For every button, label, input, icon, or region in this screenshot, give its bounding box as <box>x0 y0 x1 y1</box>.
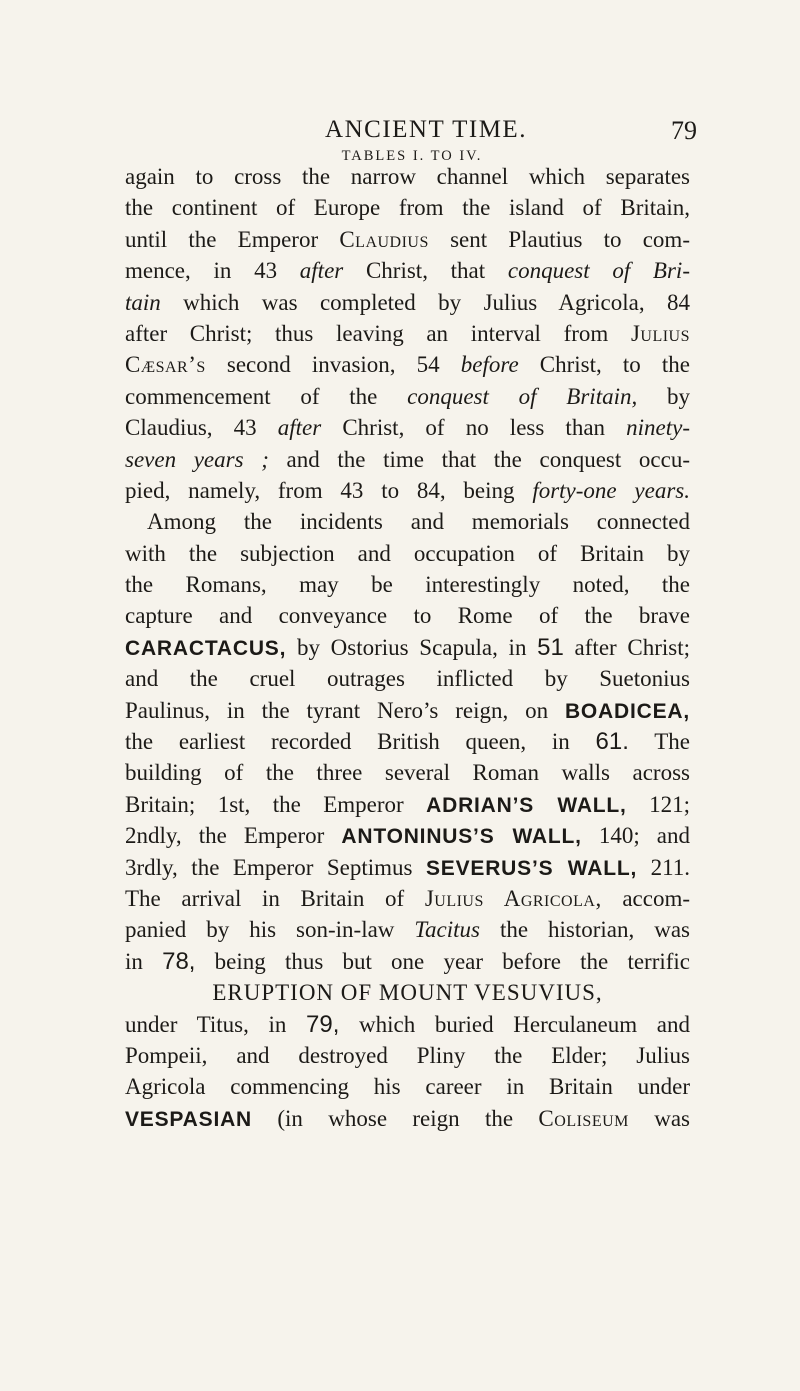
year-78: 78, <box>162 947 196 975</box>
name-julius-agricola: Julius Agricola, <box>424 885 602 911</box>
italic-term: seven years ; <box>125 446 269 472</box>
text-run: 3rdly, the Emperor Septimus <box>125 854 426 880</box>
name-vespasian: VESPASIAN <box>125 1107 253 1131</box>
italic-term: ninety- <box>626 415 690 441</box>
text-run: Christ, of no less than <box>321 415 627 441</box>
italic-term: conquest of Britain, <box>407 383 638 409</box>
text-line <box>125 318 690 349</box>
text-run: by Ostorius Scapula, in <box>286 634 538 660</box>
italic-term: after <box>277 415 322 441</box>
section-subhead: TABLES I. TO IV. <box>341 148 483 164</box>
text-line <box>125 224 690 255</box>
name-boadicea: BOADICEA, <box>564 699 690 723</box>
text-run: which buried Herculaneum and <box>339 1011 690 1037</box>
name-antoninus-wall: ANTONINUS’S WALL, <box>341 825 582 849</box>
text-run: the continent of Europe from the island of Britain, <box>125 195 690 221</box>
text-line <box>125 506 690 537</box>
text-run: building of the three several Roman walls across <box>125 760 690 786</box>
text-line <box>125 852 690 883</box>
text-line <box>125 789 690 820</box>
name-tacitus: Tacitus <box>414 917 480 943</box>
text-run: Pompeii, and destroyed Pliny the Elder; Julius <box>125 1042 690 1068</box>
text-line <box>125 192 690 223</box>
text-run: Among the incidents and memorials connected <box>147 509 690 535</box>
name-adrians-wall: ADRIAN’S WALL, <box>426 793 627 817</box>
text-run: 140; and <box>581 823 690 849</box>
text-line <box>125 820 690 851</box>
text-run: 2ndly, the Emperor <box>125 823 342 849</box>
text-line <box>125 475 690 506</box>
text-line <box>125 287 690 318</box>
text-run: sent Plautius to com- <box>428 226 690 252</box>
text-run: accom- <box>601 885 690 911</box>
text-run: Christ, to the <box>518 352 690 378</box>
text-run: 211. <box>637 854 690 880</box>
text-run: which was completed by Julius Agricola, 84 <box>160 289 690 315</box>
text-run: after Christ; <box>563 634 691 660</box>
text-line <box>125 695 690 726</box>
text-run: being thus but one year before the terrific <box>195 948 691 974</box>
text-run: and the cruel outrages inflicted by Suetonius <box>125 666 690 692</box>
name-coliseum: Coliseum <box>538 1105 629 1131</box>
text-line <box>125 726 690 757</box>
text-run: The <box>628 729 690 755</box>
name-caesar: Cæsar’s <box>125 352 206 378</box>
eruption-heading: ERUPTION OF MOUNT VESUVIUS, <box>212 980 603 1006</box>
year-61: 61. <box>595 728 629 756</box>
year-79: 79, <box>306 1010 340 1038</box>
text-run: the Romans, may be interestingly noted, the <box>125 572 690 598</box>
text-run: capture and conveyance to Rome of the brave <box>125 603 690 629</box>
italic-term: tain <box>125 289 161 315</box>
text-run: (in whose reign the <box>252 1105 539 1131</box>
text-line <box>125 946 690 977</box>
text-line <box>125 349 690 380</box>
text-line <box>125 412 690 443</box>
text-run: The arrival in Britain of <box>125 885 425 911</box>
text-line <box>125 600 690 631</box>
text-line <box>125 977 690 1008</box>
text-run: by <box>637 383 690 409</box>
name-claudius: Claudius <box>339 226 429 252</box>
text-run: Claudius, 43 <box>125 415 278 441</box>
italic-term: forty-one years. <box>532 477 690 503</box>
text-run: and the time that the conquest occu- <box>268 446 690 472</box>
text-line <box>125 569 690 600</box>
text-run: was <box>628 1105 690 1131</box>
text-run: again to cross the narrow channel which separates <box>125 164 690 189</box>
text-line <box>125 883 690 914</box>
text-run: mence, in 43 <box>125 258 300 284</box>
text-run: the historian, was <box>480 917 690 943</box>
year-51: 51 <box>537 633 564 661</box>
page-number: 79 <box>671 116 697 145</box>
text-run: Agricola commencing his career in Britain under <box>125 1074 690 1100</box>
italic-term: conquest of Bri- <box>507 258 690 284</box>
italic-term: before <box>460 352 519 378</box>
text-line <box>125 914 690 945</box>
text-line <box>125 757 690 788</box>
text-run: Britain; 1st, the Emperor <box>125 791 427 817</box>
text-line <box>125 255 690 286</box>
text-run: panied by his son-in-law <box>125 917 415 943</box>
text-run: until the Emperor <box>125 226 340 252</box>
name-severus-wall: SEVERUS’S WALL, <box>425 856 638 880</box>
text-run: pied, namely, from 43 to 84, being <box>125 477 533 503</box>
text-run: commencement of the <box>125 383 408 409</box>
italic-term: after <box>299 258 344 284</box>
text-line <box>125 161 690 192</box>
text-run: Paulinus, in the tyrant Nero’s reign, on <box>125 697 565 723</box>
text-run: second invasion, 54 <box>205 352 461 378</box>
text-run: in <box>125 948 163 974</box>
text-run: with the subjection and occupation of Britain by <box>125 540 690 566</box>
text-line <box>125 444 690 475</box>
text-run: after Christ; thus leaving an interval from <box>125 320 631 346</box>
body-text <box>125 161 690 1134</box>
text-line <box>125 632 690 663</box>
text-run: 121; <box>626 791 691 817</box>
text-line <box>125 381 690 412</box>
running-head <box>0 116 800 146</box>
text-run: under Titus, in <box>125 1011 306 1037</box>
text-line <box>125 1071 690 1102</box>
text-line <box>125 1009 690 1040</box>
name-caractacus: CARACTACUS, <box>125 636 287 660</box>
text-run: the earliest recorded British queen, in <box>125 729 596 755</box>
text-line <box>125 663 690 694</box>
text-run: Christ, that <box>343 258 508 284</box>
running-title: ANCIENT TIME. <box>325 116 527 143</box>
text-line <box>125 538 690 569</box>
text-line <box>125 1103 690 1134</box>
text-line <box>125 1040 690 1071</box>
name-julius: Julius <box>630 320 690 346</box>
